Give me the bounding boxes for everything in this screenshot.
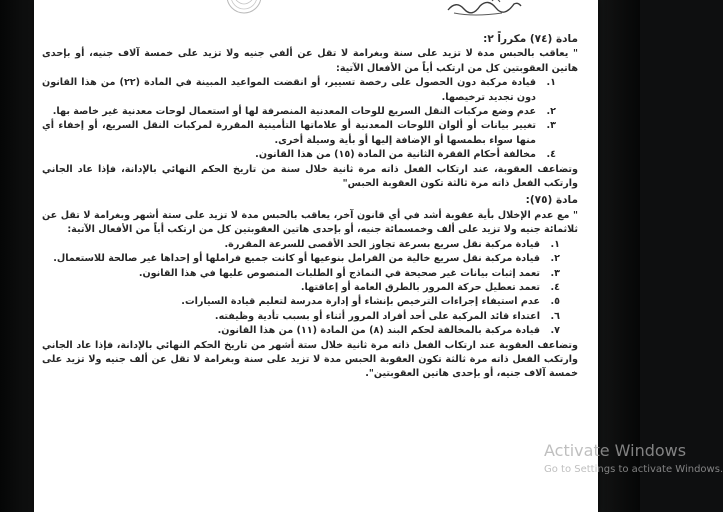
list-item-text: اعتداء قائد المركبة على أحد أفراد المرور أثناء أو بسبب تأدية وظيفته.: [214, 310, 540, 322]
list-item-text: تعمد تعطيل حركة المرور بالطرق العامة أو إعاقتها.: [300, 281, 540, 293]
list-item: [42, 148, 578, 162]
list-item-number: ٥.: [550, 296, 560, 308]
article-75: [42, 193, 578, 381]
list-item-number: ٤.: [546, 149, 556, 161]
list-item-number: ٣.: [550, 267, 560, 279]
list-item: [42, 119, 578, 148]
list-item: [42, 238, 578, 252]
list-item: [42, 295, 578, 309]
article-75-intro: " مع عدم الإخلال بأية عقوبة أشد في أي قانون آخر، يعاقب بالحبس مدة لا تزيد على ستة أشهر وبغرامة لا تقل عن ثلاثمائة جنيه ولا تزيد على ألف وخمسمائة جنيه، أو بإحدى هاتين العقوبتين كل من ارتكب أياً من الأفعال الآتية:: [42, 209, 578, 236]
article-74-closing: وتضاعف العقوبة، عند ارتكاب الفعل ذاته مرة ثانية خلال سنة من تاريخ الحكم النهائي بالإدانة، فإذا عاد الجاني وارتكب الفعل ذاته مرة ثالثة تكون العقوبة الحبس": [42, 163, 578, 190]
list-item: [42, 310, 578, 324]
list-item-text: قيادة مركبة دون الحصول على رخصة تسيير، أو انقضت المواعيد المبينة في المادة (٢٢) من هذا القانون دون تجديد ترخيصها.: [42, 77, 536, 103]
watermark-title: Activate Windows: [544, 441, 687, 460]
document-body: [42, 32, 578, 382]
list-item-number: ١.: [546, 77, 556, 89]
article-74-list: [42, 76, 578, 162]
page-header: [34, 0, 598, 28]
list-item: [42, 281, 578, 295]
list-item-text: قيادة مركبة بالمخالفة لحكم البند (٨) من المادة (١١) من هذا القانون.: [217, 325, 540, 337]
list-item-text: تغيير بيانات أو ألوان اللوحات المعدنية أو علاماتها التأمينية المقررة لمركبات النقل السريع، أو إخفاء أي منها سواء بطمسها أو الإضافة إليها أو بأية وسيلة أخرى.: [42, 120, 536, 146]
seal-emblem-icon: [224, 0, 264, 16]
article-75-heading: مادة (٧٥):: [525, 194, 578, 207]
list-item-text: مخالفة أحكام الفقرة الثانية من المادة (١٥) من هذا القانون.: [255, 149, 536, 161]
list-item-text: قيادة مركبة نقل سريع خالية من الفرامل بنوعيها أو كانت جميع فراملها أو إحداها غير صالحة للاستعمال.: [53, 253, 540, 265]
article-74-intro: " يعاقب بالحبس مدة لا تزيد على سنة وبغرامة لا تقل عن ألفي جنيه ولا تزيد على خمسة آلاف جنيه، أو بإحدى هاتين العقوبتين كل من ارتكب أياً من الأفعال الآتية:: [42, 48, 578, 74]
list-item: [42, 324, 578, 338]
signature-stamp: [444, 0, 524, 20]
list-item-text: تعمد إثبات بيانات غير صحيحة في النماذج أو الطلبات المنصوص عليها في هذا القانون.: [138, 267, 540, 279]
list-item-number: ٦.: [550, 310, 560, 322]
list-item: [42, 267, 578, 281]
article-75-closing: وتضاعف العقوبة عند ارتكاب الفعل ذاته مرة ثانية خلال ستة أشهر من تاريخ الحكم النهائي بالإدانة، فإذا عاد الجاني وارتكب الفعل ذاته مرة ثالثة تكون العقوبة الحبس مدة لا تزيد على سنة وبغرامة لا تقل عن ألف جنيه ولا تزيد على خمسة آلاف جنيه، أو بإحدى هاتين العقوبتين".: [42, 339, 578, 380]
list-item-number: ٢.: [550, 253, 560, 265]
list-item-number: ٣.: [546, 120, 556, 132]
article-74-heading: مادة (٧٤) مكرراً ٢:: [483, 33, 578, 45]
article-75-list: [42, 238, 578, 339]
article-74: [42, 32, 578, 191]
list-item-number: ١.: [550, 238, 560, 250]
list-item-text: عدم وضع مركبات النقل السريع للوحات المعدنية المنصرفة لها أو استعمال لوحات معدنية غير خاصة بها.: [52, 106, 536, 118]
list-item: [42, 76, 578, 105]
watermark-subtitle: Go to Settings to activate Windows.: [544, 464, 723, 475]
list-item-number: ٢.: [546, 106, 556, 118]
list-item-number: ٤.: [550, 281, 560, 293]
list-item-text: قيادة مركبة نقل سريع بسرعة تجاوز الحد الأقصى للسرعة المقررة.: [224, 238, 540, 250]
list-item: [42, 105, 578, 119]
list-item: [42, 252, 578, 266]
list-item-text: عدم استيفاء إجراءات الترخيص بإنشاء أو إدارة مدرسة لتعليم قيادة السيارات.: [181, 296, 540, 308]
list-item-number: ٧.: [550, 325, 560, 337]
document-page[interactable]: [34, 0, 598, 512]
